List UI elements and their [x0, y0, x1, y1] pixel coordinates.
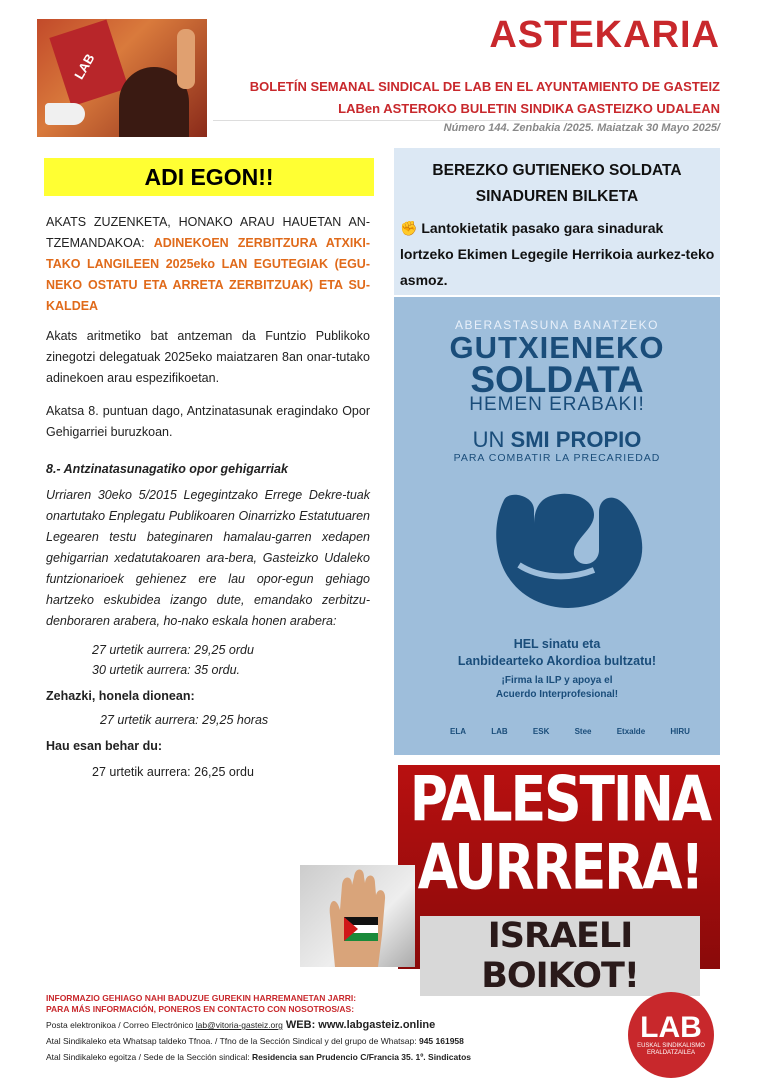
zehazki-value: 27 urtetik aurrera: 29,25 horas: [100, 713, 269, 727]
poster-line-3: SOLDATA: [470, 359, 644, 400]
footer-info-es: PARA MÁS INFORMACIÓN, PONEROS EN CONTACTO CON NOSOTROS/AS:: [46, 1004, 355, 1014]
phone-label: Atal Sindikaleko eta Whatsap taldeko Tfnoa. / Tfno de la Sección Sindical y del grupo de Whatsap:: [46, 1036, 419, 1046]
poster-line-5a: UN: [472, 427, 511, 452]
section-title: 8.- Antzinatasunagatiko opor gehigarriak: [46, 462, 288, 476]
poster-line-8: Lanbidearteko Akordioa bultzatu!: [457, 654, 657, 668]
salary-box-title: [394, 158, 720, 210]
megaphone-icon: [45, 103, 85, 125]
poster-line-9: ¡Firma la ILP y apoya el: [501, 675, 613, 686]
salary-box-title-line2: SINADUREN BILKETA: [475, 188, 639, 205]
fist-signature-icon: [394, 470, 720, 630]
lab-logo: [628, 992, 714, 1078]
intro-highlight: ADINEKOEN ZERBITZURA ATXIKI-TAKO LANGILEEN 2025eko LAN EGUTEGIAK (EGU-NEKO OSTATU ETA ARRETA ZERBITZUAK) ETA SU-KALDEA: [46, 236, 370, 313]
raised-fist-arm: [177, 29, 195, 89]
header-divider: [213, 120, 720, 121]
flag-text: LAB: [71, 51, 98, 82]
hau-value: 27 urtetik aurrera: 26,25 ordu: [92, 765, 254, 779]
section-body: Urriaren 30eko 5/2015 Legegintzako Errege Dekre-tuak onartutako Enplegatu Publikoaren Oinarrizko Estatutuaren Legearen testu bateginaren hamalau-garren xedapen gehigarrian xedatutakoaren ara-bera, Gasteizko Udaleko funtzionarioek gehienez ere lau opor-egun gehiago hartzeko eskubidea izango dute, emandako zerbitzu-denboraren arabera, ho-nako eskala honen arabera:: [46, 488, 370, 628]
address-label: Atal Sindikaleko egoitza / Sede de la Sección sindical:: [46, 1052, 253, 1062]
palestine-line-2: AURRERA!: [417, 832, 703, 904]
hand-flag-photo: [300, 865, 415, 967]
header-photo: [37, 19, 207, 137]
web-link[interactable]: WEB: www.labgasteiz.online: [282, 1019, 436, 1031]
email-link[interactable]: lab@vitoria-gasteiz.org: [195, 1020, 283, 1030]
scale-item-1: 27 urtetik aurrera: 29,25 ordu: [92, 643, 254, 657]
palestine-line-3: ISRAELI BOIKOT!: [420, 916, 700, 996]
poster-line-7: HEL sinatu eta: [513, 637, 601, 651]
salary-box-title-line1: BEREZKO GUTIENEKO SOLDATA: [432, 162, 682, 179]
lab-logo-tagline: EUSKAL SINDIKALISMO ERALDATZAILEA: [637, 1043, 705, 1056]
adi-egon-banner: ADI EGON!!: [44, 158, 374, 196]
union-logos: [450, 727, 690, 736]
page-title: ASTEKARIA: [489, 14, 720, 56]
paragraph-1: Akats aritmetiko bat antzeman da Funtzio Publikoko zinegotzi delegatuak 2025eko maiatzaren 8an onar-tutako adinekoen arau espezifikoetan.: [46, 329, 370, 385]
palestine-line-1: PALESTINA: [409, 764, 711, 836]
logo-lab: LAB: [491, 727, 508, 736]
raised-fist-icon: ✊: [400, 220, 418, 236]
salary-box-body: [400, 215, 716, 293]
poster-line-5b: SMI PROPIO: [510, 427, 642, 452]
hau-label: Hau esan behar du:: [46, 739, 162, 753]
poster-line-5: [394, 427, 720, 453]
intro-plain: AKATS ZUZENKETA, HONAKO ARAU HAUETAN AN-TZEMANDAKOA:: [46, 215, 370, 250]
logo-ela: ELA: [450, 727, 466, 736]
zehazki-label: Zehazki, honela dionean:: [46, 689, 195, 703]
footer-contact-line: [46, 1019, 435, 1031]
issue-number: Número 144. Zenbakia /2025. Maiatzak 30 Mayo 2025/: [443, 122, 720, 134]
poster-line-1: ABERASTASUNA BANATZEKO: [455, 318, 659, 332]
footer-address-line: [46, 1052, 471, 1062]
poster-line-6: PARA COMBATIR LA PRECARIEDAD: [453, 452, 661, 464]
logo-etxalde: Etxalde: [616, 727, 646, 736]
logo-stee: Stee: [574, 727, 592, 736]
logo-hiru: HIRU: [670, 727, 690, 736]
paragraph-2: Akatsa 8. puntuan dago, Antzinatasunak eragindako Opor Gehigarriei buruzkoan.: [46, 404, 370, 439]
salary-box-text: Lantokietatik pasako gara sinadurak lortzeko Ekimen Legegile Herrikoia aurkez-teko asmoz.: [400, 220, 715, 288]
lab-logo-text: LAB: [640, 1011, 702, 1044]
logo-esk: ESK: [532, 727, 550, 736]
email-label: Posta elektronikoa / Correo Electrónico: [46, 1020, 196, 1030]
footer-info-eu: INFORMAZIO GEHIAGO NAHI BADUZUE GUREKIN HARREMANETAN JARRI:: [46, 993, 357, 1003]
poster-line-2: GUTXIENEKO: [449, 330, 665, 365]
address-value: Residencia san Prudencio C/Francia 35. 1º. Sindicatos: [252, 1052, 472, 1062]
poster-line-4: HEMEN ERABAKI!: [469, 394, 645, 415]
poster-line-10: Acuerdo Interprofesional!: [495, 689, 619, 700]
correction-intro: [46, 212, 370, 317]
phone-number: 945 161958: [418, 1036, 464, 1046]
palestine-flag-hand-icon: [300, 865, 415, 967]
subtitle-basque: LABen ASTEROKO BULETIN SINDIKA GASTEIZKO UDALEAN: [338, 101, 720, 116]
footer-phone-line: [46, 1036, 464, 1046]
scale-item-2: 30 urtetik aurrera: 35 ordu.: [92, 663, 240, 677]
subtitle-spanish: BOLETÍN SEMANAL SINDICAL DE LAB EN EL AYUNTAMIENTO DE GASTEIZ: [249, 79, 720, 94]
